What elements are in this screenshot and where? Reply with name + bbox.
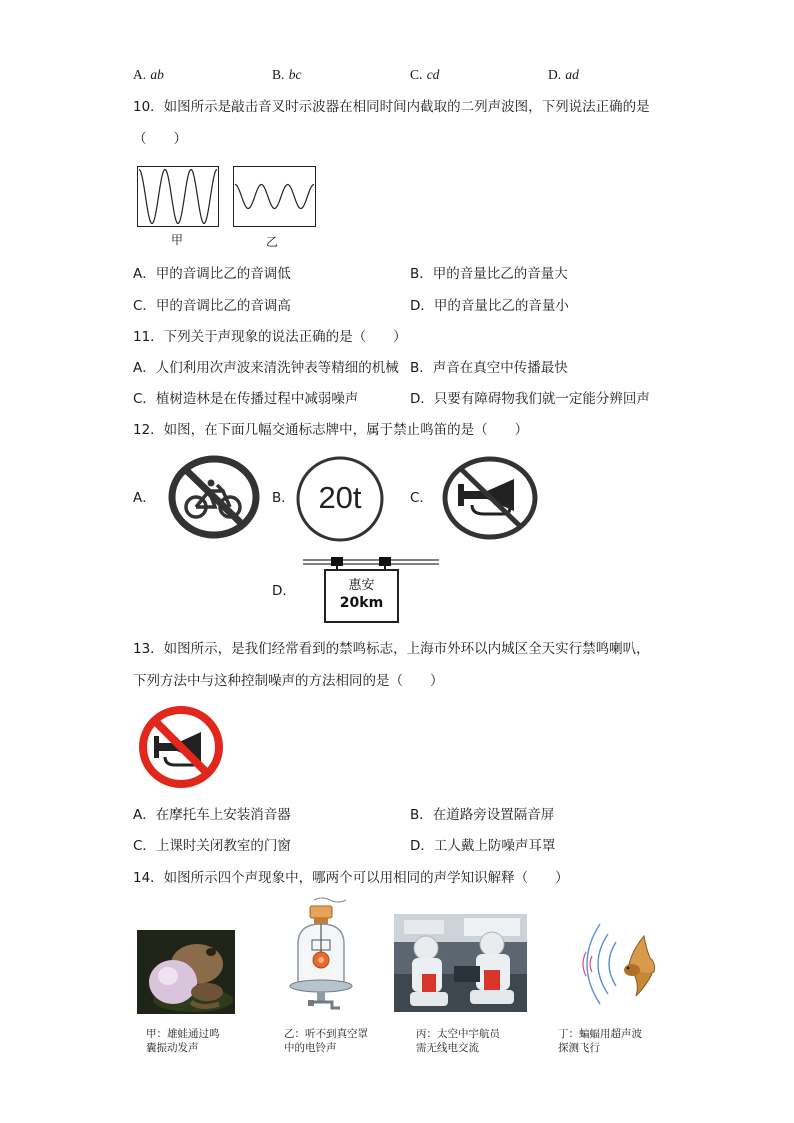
q9-option-d: D. ad (548, 67, 579, 82)
q10-option-d: D．甲的音量比乙的音量小 (410, 298, 569, 314)
caption-jia-line2: 囊振动发声 (146, 1042, 199, 1054)
caption-yi-line2: 中的电铃声 (284, 1042, 337, 1054)
q12-stem: 12．如图，在下面几幅交通标志牌中，属于禁止鸣笛的是（ ） (133, 422, 529, 438)
caption-ding-line1: 丁：蝙蝠用超声波 (558, 1028, 642, 1040)
q13-option-b: B．在道路旁设置隔音屏 (410, 807, 555, 823)
weight-limit-text: 20t (318, 480, 362, 515)
caption-jia-line1: 甲：雄蛙通过鸣 (146, 1028, 220, 1040)
q13-stem-line2: 下列方法中与这种控制噪声的方法相同的是（ ） (133, 673, 444, 689)
q10-stem: 10．如图所示是敲击音叉时示波器在相同时间内截取的二列声波图，下列说法正确的是 (133, 99, 650, 115)
caption-yi-line1: 乙：听不到真空罩 (284, 1028, 368, 1040)
q12-label-c: C． (410, 490, 433, 506)
bell-jar-image (284, 896, 360, 1018)
bat-image (570, 912, 662, 1016)
no-horn-sign-icon (442, 456, 538, 540)
astronauts-image (394, 914, 527, 1012)
waveform-yi (233, 166, 316, 227)
q13-stem-line1: 13．如图所示，是我们经常看到的禁鸣标志，上海市外环以内城区全天实行禁鸣喇叭， (133, 641, 650, 657)
waveform-jia (137, 166, 219, 227)
q13-option-a: A．在摩托车上安装消音器 (133, 807, 291, 823)
caption-bing-line2: 需无线电交流 (416, 1042, 479, 1054)
q13-option-d: D．工人戴上防噪声耳罩 (410, 838, 556, 854)
caption-bing-line1: 丙：太空中宇航员 (416, 1028, 500, 1040)
frog-image (137, 930, 235, 1014)
q9-option-b: B. bc (272, 67, 302, 82)
q10-option-a: A．甲的音调比乙的音调低 (133, 266, 291, 282)
distance-sign-distance: 20km (339, 595, 384, 611)
no-honking-sign-icon (137, 704, 225, 790)
q11-option-a: A．人们利用次声波来清洗钟表等精细的机械 (133, 360, 399, 376)
q10-option-c: C．甲的音调比乙的音调高 (133, 298, 291, 314)
label-jia: 甲 (171, 233, 184, 247)
q10-blank: （ ） (133, 131, 187, 147)
label-yi: 乙 (266, 235, 279, 249)
q11-option-b: B．声音在真空中传播最快 (410, 360, 568, 376)
q12-label-a: A． (133, 490, 156, 506)
q12-label-d: D． (272, 583, 296, 599)
no-bicycle-sign-icon (167, 455, 261, 539)
q14-stem: 14．如图所示四个声现象中，哪两个可以用相同的声学知识解释（ ） (133, 870, 569, 886)
q13-option-c: C．上课时关闭教室的门窗 (133, 838, 291, 854)
q9-option-c: C. cd (410, 67, 440, 82)
q9-option-a: A. ab (133, 67, 164, 82)
q11-option-c: C．植树造林是在传播过程中减弱噪声 (133, 391, 359, 407)
q10-option-b: B．甲的音量比乙的音量大 (410, 266, 568, 282)
q11-stem: 11．下列关于声现象的说法正确的是（ ） (133, 329, 407, 345)
distance-sign-place: 惠安 (348, 578, 375, 593)
q12-label-b: B． (272, 490, 295, 506)
q11-option-d: D．只要有障碍物我们就一定能分辨回声 (410, 391, 650, 407)
caption-ding-line2: 探测飞行 (558, 1042, 600, 1054)
